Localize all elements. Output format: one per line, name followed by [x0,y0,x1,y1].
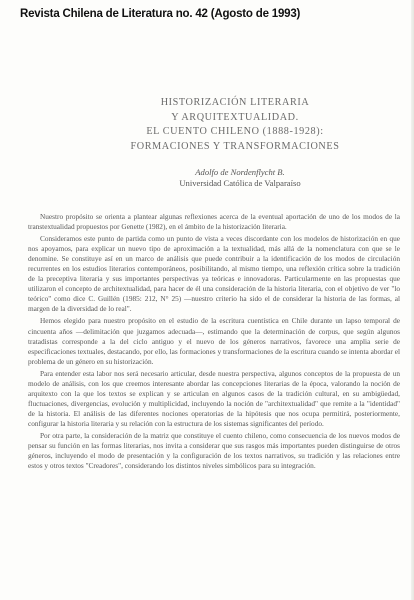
journal-header: Revista Chilena de Literatura no. 42 (Agosto de 1993) [20,8,301,20]
body-paragraph: Nuestro propósito se orienta a plantear algunas reflexiones acerca de la eventual aportación de uno de los modos de la transtextualidad propuestos por Genette (1982), en el ámbito de la historización literaria. [28,212,400,232]
body-paragraph: Consideramos este punto de partida como un punto de vista a veces discordante con los modelos de historización en que nos apoyamos, para explicar un nuevo tipo de aproximación a la textualidad, más allá de la nomenclatura con que se le denomine. Se constituye así en un marco de análisis que puede contribuir a la identificación de los modos de circulación recurrentes en los estudios literarios contemporáneos, posibilitando, al mismo tiempo, una reflexión crítica sobre la tradición de la preceptiva literaria y sus importantes perspectivas ya teóricas e innovadoras. Particularmente en las propuestas que utilizaron el concepto de architextualidad, para hacer de él una consideración de la historia literaria, con el objetivo de ver "lo teórico" como dice C. Guillén (1985: 212, N° 25) —nuestro criterio ha sido el de considerar la historia de las formas, al margen de la diversidad de lo real". [28,234,400,314]
body-text [28,212,400,473]
title-line: EL CUENTO CHILENO (1888-1928): [146,126,324,137]
author-name: Adolfo de Nordenflycht B. [195,167,285,177]
article-title [110,96,360,154]
author-affiliation: Universidad Católica de Valparaíso [179,178,301,188]
title-line: HISTORIZACIÓN LITERARIA [160,97,310,108]
body-paragraph: Por otra parte, la consideración de la matriz que constituye el cuento chileno, como consecuencia de los nuevos modos de pensar su función en las formas literarias, nos invita a considerar que sus rasgos más importantes pueden distinguirse de otros géneros, incluyendo el modo de presentación y la configuración de los textos narrativos, su tradición y las relaciones entre estos y otros textos "Creadores", considerando los distintos niveles simbólicos para su integración. [28,430,400,471]
body-paragraph: Hemos elegido para nuestro propósito en el estudio de la escritura cuentística en Chile durante un lapso temporal de cincuenta años —delimitación que juzgamos adecuada—, estimando que la determinación de corpus, que según algunos tratadistas corresponde a la del ciclo antiguo y el nuevo de los géneros narrativos, favorece una amplia serie de especificaciones textuales, destacando, por ello, las formaciones y transformaciones de la escritura cuando se intenta abordar el problema de un género en su historización. [28,316,400,366]
body-paragraph: Para entender esta labor nos será necesario articular, desde nuestra perspectiva, algunos conceptos de la propuesta de un modelo de análisis, con los que creemos interesante abordar las concepciones literarias de la época, valorando la noción de arquitexto con la que los textos se explican y se articulan en algunos casos de la tradición cultural, en su ambigüedad, fluctuaciones, divergencias, evolución y multiplicidad, incluyendo la noción de "architextualidad" que remite a la "identidad" de la historia. El análisis de las diferentes nociones operatorias de la hipótesis que nos ocupa permitirá, posteriormente, configurar la historia literaria y su relación con la estructura de los sistemas significantes del período. [28,368,400,428]
title-line: FORMACIONES Y TRANSFORMACIONES [130,140,340,152]
author-block [130,167,350,189]
title-line: Y ARQUITEXTUALIDAD. [171,111,299,123]
